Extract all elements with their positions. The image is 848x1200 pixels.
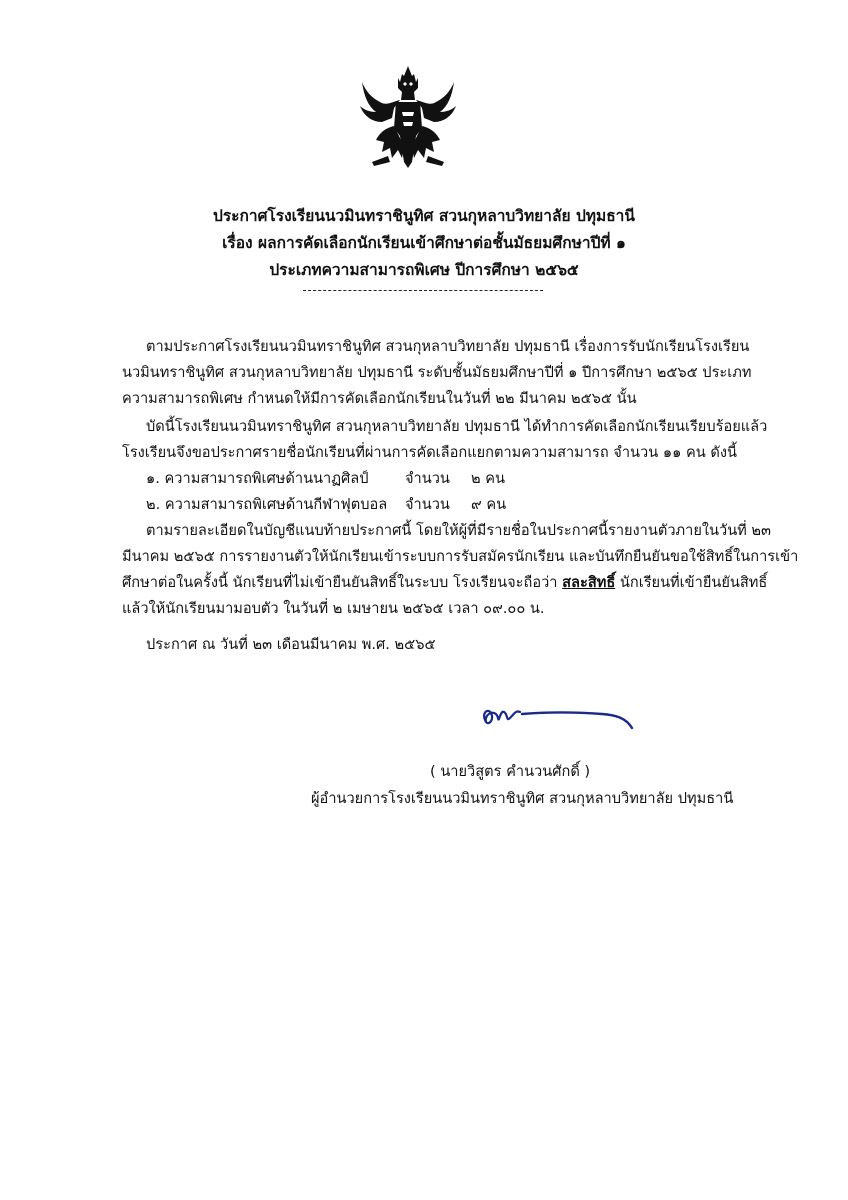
list-item-count: ๒ คน [471, 470, 505, 487]
announcement-subject: เรื่อง ผลการคัดเลือกนักเรียนเข้าศึกษาต่อชั้นมัธยมศึกษาปีที่ ๑ [222, 234, 626, 252]
paragraph-3-line-4: แล้วให้นักเรียนมามอบตัว ในวันที่ ๒ เมษายน ๒๕๖๕ เวลา ๐๙.๐๐ น. [122, 600, 545, 617]
announcement-title: ประกาศโรงเรียนนวมินทราชินูทิศ สวนกุหลาบวิทยาลัย ปทุมธานี [213, 207, 635, 225]
signatory-name: ( นายวิสูตร คำนวนศักดิ์ ) [430, 763, 591, 780]
paragraph-3-line-3-text-end: นักเรียนที่เข้ายืนยันสิทธิ์ [615, 574, 768, 591]
garuda-emblem-icon [358, 62, 458, 170]
paragraph-3-line-2: มีนาคม ๒๕๖๕ การรายงานตัวให้นักเรียนเข้าระบบการรับสมัครนักเรียน และบันทึกยืนยันขอใช้สิทธิ์ในการเข้า [122, 548, 799, 565]
list-item-label: ๒. ความสามารถพิเศษด้านกีฬาฟุตบอล [146, 496, 388, 513]
list-item-count: ๙ คน [471, 496, 507, 513]
signatory-position: ผู้อำนวยการโรงเรียนนวมินทราชินูทิศ สวนกุหลาบวิทยาลัย ปทุมธานี [311, 790, 734, 807]
paragraph-1-line-2: นวมินทราชินูทิศ สวนกุหลาบวิทยาลัย ปทุมธานี ระดับชั้นมัธยมศึกษาปีที่ ๑ ปีการศึกษา ๒๕๖๕ ประเภท [122, 364, 752, 381]
paragraph-2-line-1: บัดนี้โรงเรียนนวมินทราชินูทิศ สวนกุหลาบวิทยาลัย ปทุมธานี ได้ทำการคัดเลือกนักเรียนเรียบร้อยแล้ว [146, 418, 768, 435]
list-item-count-label: จำนวน [405, 496, 450, 513]
paragraph-1-line-1: ตามประกาศโรงเรียนนวมินทราชินูทิศ สวนกุหลาบวิทยาลัย ปทุมธานี เรื่องการรับนักเรียนโรงเรียน [146, 338, 750, 355]
paragraph-2-line-2: โรงเรียนจึงขอประกาศรายชื่อนักเรียนที่ผ่านการคัดเลือกแยกตามความสามารถ จำนวน ๑๑ คน ดังนี้ [122, 444, 737, 461]
handwritten-signature [476, 700, 636, 740]
title-divider [303, 290, 543, 291]
list-item-label: ๑. ความสามารถพิเศษด้านนาฏศิลป์ [146, 470, 369, 487]
list-item-count-label: จำนวน [405, 470, 450, 487]
forfeit-emphasis: สละสิทธิ์ [562, 574, 616, 591]
paragraph-1-line-3: ความสามารถพิเศษ กำหนดให้มีการคัดเลือกนักเรียนในวันที่ ๒๒ มีนาคม ๒๕๖๕ นั้น [122, 390, 637, 407]
announcement-category: ประเภทความสามารถพิเศษ ปีการศึกษา ๒๕๖๕ [269, 261, 579, 279]
paragraph-3-line-3-text: ศึกษาต่อในครั้งนี้ นักเรียนที่ไม่เข้ายืนยันสิทธิ์ในระบบ โรงเรียนจะถือว่า [122, 574, 563, 591]
paragraph-3-line-3 [122, 571, 767, 595]
paragraph-3-line-1: ตามรายละเอียดในบัญชีแนบท้ายประกาศนี้ โดยให้ผู้ที่มีรายชื่อในประกาศนี้รายงานตัวภายในวันที่ ๒๓ [146, 522, 772, 539]
announcement-date: ประกาศ ณ วันที่ ๒๓ เดือนมีนาคม พ.ศ. ๒๕๖๕ [146, 636, 436, 653]
